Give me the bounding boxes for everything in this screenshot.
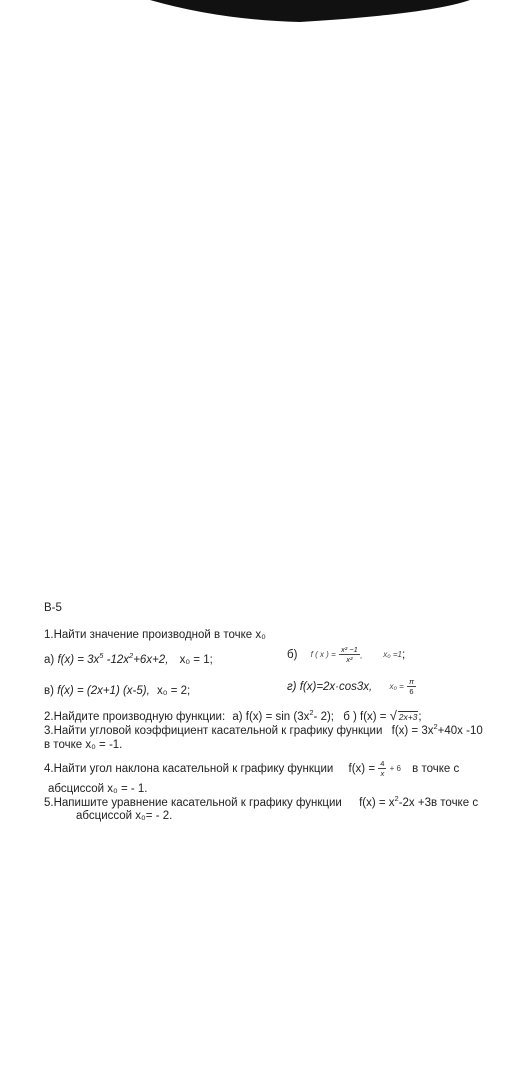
task4-line2: абсциссой x₀ = - 1. bbox=[48, 783, 148, 795]
task1-v bbox=[44, 684, 190, 698]
task2-a: а) $f(x) = \sin (3x^2-$ 2); bbox=[232, 708, 334, 723]
task1-b-fraction: $\frac{\text{x² −1}}{\text{x²}}$ bbox=[340, 645, 358, 664]
task1-a bbox=[44, 653, 213, 667]
task4-func: f(x) = bbox=[348, 763, 376, 775]
task1-g-func: f(x)=2x·cos3x, bbox=[299, 681, 373, 693]
task1-b-label: б) bbox=[287, 649, 298, 661]
task2-text: 2.Найдите производную функции: bbox=[44, 711, 226, 723]
task1-a-point: x₀ = 1; bbox=[179, 654, 213, 666]
task1-heading: 1.Найти значение производной в точке x₀ bbox=[44, 629, 266, 641]
task4-fraction: $\frac{4}{x}$ bbox=[380, 759, 385, 778]
task2-b: б ) f(x) = bbox=[343, 711, 387, 723]
task1-b-point: x₀ =1 bbox=[383, 650, 402, 659]
task1-v-label: в) bbox=[44, 685, 54, 697]
task3-line2: в точке x₀ = -1. bbox=[44, 739, 123, 751]
task4-plus: + 6 bbox=[389, 764, 401, 773]
task1-v-point: x₀ = 2; bbox=[157, 685, 191, 697]
task1-b: б) f ( x ) = $\frac{\text{x² −1}}{\text{x²}}$ , x₀ =1; bbox=[287, 645, 406, 664]
task1-a-label: а) bbox=[44, 654, 55, 666]
task1-g-fraction: $\frac{\pi}{6}$ bbox=[408, 677, 414, 696]
task2-b-root: √ 2x+3 bbox=[389, 708, 418, 723]
task4-tail: в точке с bbox=[412, 763, 460, 775]
task1-b-func: f ( x ) = bbox=[310, 650, 336, 659]
task3-line1: 3.Найти угловой коэффициент касательной к графику функции $f(x) = 3x^2+40x$ -10 bbox=[44, 722, 483, 737]
task1-g-label: г) bbox=[287, 681, 297, 693]
task2: 2.Найдите производную функции: а) $f(x) = \sin (3x^2-$ 2); б ) f(x) = √ 2x+3; bbox=[44, 708, 422, 723]
task5-func: $f(x) = x^2-2x +3в$ точке с bbox=[359, 794, 479, 809]
task1-a-func: $f(x) = 3x^5$ $-12x^2+6x+2$, bbox=[57, 651, 169, 666]
task1-g-point: x₀ = bbox=[389, 682, 404, 691]
variant-title: B-5 bbox=[44, 602, 62, 614]
task1-v-func: f(x) = (2x+1) (x-5), bbox=[57, 685, 150, 697]
task5-line1: 5.Напишите уравнение касательной к графику функции $f(x) = x^2-2x +3в$ точке с bbox=[44, 794, 479, 809]
task5-line2: абсциссой x₀= - 2. bbox=[76, 810, 173, 822]
task1-g bbox=[287, 678, 416, 696]
task3-func: $f(x) = 3x^2+40x$ -10 bbox=[391, 722, 483, 737]
top-shadow bbox=[0, 0, 525, 30]
task4-line1: 4.Найти угол наклона касательной к графику функции f(x) = $\frac{4}{x}$ + 6 в точке с bbox=[44, 759, 460, 778]
